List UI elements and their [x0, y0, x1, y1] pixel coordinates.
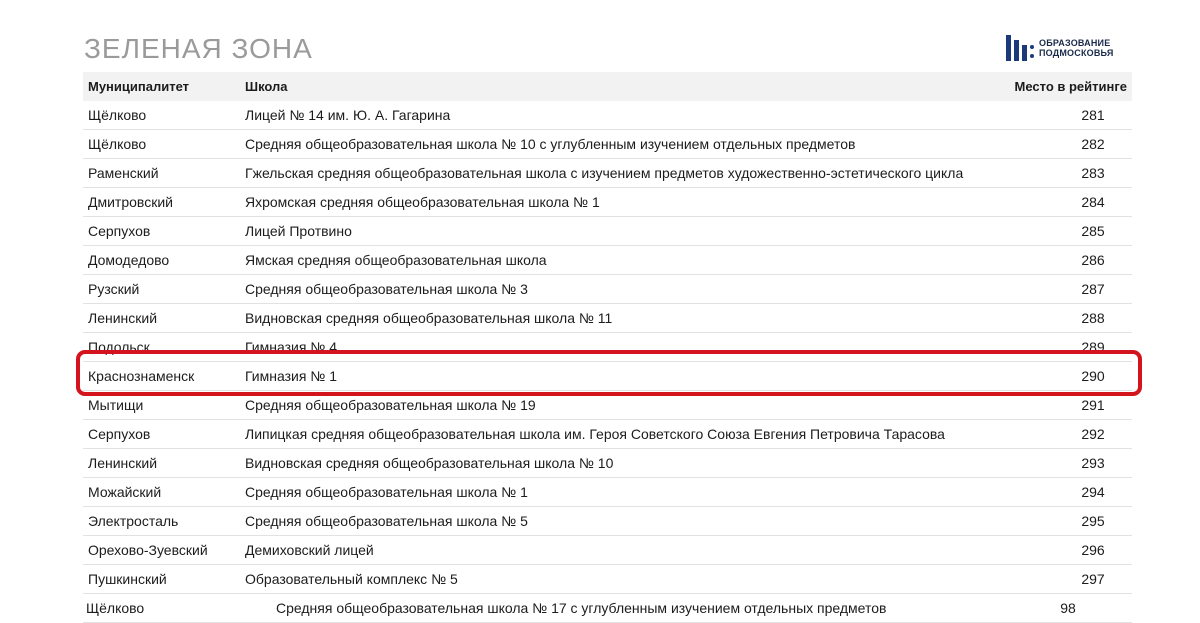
table-row — [83, 275, 1132, 304]
cell-school: Гимназия № 1 — [245, 368, 338, 384]
cell-school: Средняя общеобразовательная школа № 19 — [245, 397, 536, 413]
cell-school: Образовательный комплекс № 5 — [245, 571, 458, 587]
table-row — [83, 188, 1132, 217]
logo-text — [1039, 38, 1114, 58]
cell-municipality: Электросталь — [88, 513, 179, 529]
logo-line-1: ОБРАЗОВАНИЕ — [1039, 38, 1111, 48]
column-header-school: Школа — [245, 79, 288, 94]
cell-municipality: Подольск — [88, 339, 150, 355]
table-row — [83, 130, 1132, 159]
cell-rank: 289 — [1081, 339, 1105, 355]
cell-municipality: Орехово-Зуевский — [88, 542, 208, 558]
cell-rank: 291 — [1081, 397, 1105, 413]
cell-municipality: Серпухов — [88, 426, 151, 442]
cell-rank: 281 — [1081, 107, 1105, 123]
table-row — [83, 159, 1132, 188]
cell-school: Демиховский лицей — [245, 542, 374, 558]
logo-line-2: ПОДМОСКОВЬЯ — [1039, 48, 1114, 58]
cell-municipality: Серпухов — [88, 223, 151, 239]
cell-rank: 98 — [1060, 600, 1076, 616]
cell-rank: 293 — [1081, 455, 1105, 471]
cell-school: Средняя общеобразовательная школа № 1 — [245, 484, 528, 500]
table-row-highlighted — [83, 362, 1132, 391]
cell-rank: 282 — [1081, 136, 1105, 152]
cell-municipality: Можайский — [88, 484, 162, 500]
table-row — [83, 304, 1132, 333]
cell-rank: 295 — [1081, 513, 1105, 529]
table-row — [83, 333, 1132, 362]
cell-municipality: Рузский — [88, 281, 140, 297]
cell-rank: 296 — [1081, 542, 1105, 558]
cell-rank: 287 — [1081, 281, 1105, 297]
cell-school: Видновская средняя общеобразовательная школа № 11 — [245, 310, 613, 326]
cell-school: Гжельская средняя общеобразовательная школа с изучением предметов художественно-эстетического цикла — [245, 165, 964, 181]
page-title: ЗЕЛЕНАЯ ЗОНА — [84, 33, 313, 64]
cell-school: Лицей № 14 им. Ю. А. Гагарина — [245, 107, 451, 123]
table-row — [83, 217, 1132, 246]
table-row — [83, 565, 1132, 594]
cell-school: Гимназия № 4 — [245, 339, 338, 355]
table-header — [83, 72, 1132, 101]
table-row — [83, 246, 1132, 275]
cell-rank: 288 — [1081, 310, 1105, 326]
cell-rank: 292 — [1081, 426, 1105, 442]
cell-municipality: Раменский — [88, 165, 159, 181]
table-row — [83, 536, 1132, 565]
cell-municipality: Ленинский — [88, 455, 158, 471]
cell-municipality: Краснознаменск — [88, 368, 195, 384]
rating-table — [83, 72, 1132, 623]
logo-bars-icon — [1005, 34, 1035, 62]
cell-school: Средняя общеобразовательная школа № 17 с углубленным изучением отдельных предметов — [276, 600, 887, 616]
cell-municipality: Ленинский — [88, 310, 158, 326]
column-header-municipality: Муниципалитет — [88, 79, 190, 94]
cell-municipality: Щёлково — [88, 136, 147, 152]
cell-municipality: Дмитровский — [88, 194, 173, 210]
cell-school: Липицкая средняя общеобразовательная школа им. Героя Советского Союза Евгения Петровича Тарасова — [245, 426, 945, 442]
cell-municipality: Пушкинский — [88, 571, 167, 587]
cell-rank: 285 — [1081, 223, 1105, 239]
cell-school: Средняя общеобразовательная школа № 3 — [245, 281, 528, 297]
cell-school: Лицей Протвино — [245, 223, 352, 239]
cell-school: Видновская средняя общеобразовательная школа № 10 — [245, 455, 614, 471]
cell-municipality: Щёлково — [86, 600, 145, 616]
table-row — [83, 391, 1132, 420]
cell-school: Ямская средняя общеобразовательная школа — [245, 252, 547, 268]
table-row — [83, 101, 1132, 130]
cell-school: Яхромская средняя общеобразовательная школа № 1 — [245, 194, 600, 210]
cell-rank: 283 — [1081, 165, 1105, 181]
cell-rank: 286 — [1081, 252, 1105, 268]
cell-municipality: Домодедово — [88, 252, 170, 268]
cell-rank: 294 — [1081, 484, 1105, 500]
table-row — [83, 449, 1132, 478]
cell-municipality: Щёлково — [88, 107, 147, 123]
cell-school: Средняя общеобразовательная школа № 10 с углубленным изучением отдельных предметов — [245, 136, 856, 152]
table-row — [83, 420, 1132, 449]
cell-rank: 297 — [1081, 571, 1105, 587]
table-row — [83, 594, 1132, 623]
table-row — [83, 507, 1132, 536]
cell-rank: 290 — [1081, 368, 1105, 384]
table-row — [83, 478, 1132, 507]
logo — [1005, 34, 1114, 62]
cell-rank: 284 — [1081, 194, 1105, 210]
cell-municipality: Мытищи — [88, 397, 144, 413]
cell-school: Средняя общеобразовательная школа № 5 — [245, 513, 528, 529]
column-header-rank: Место в рейтинге — [1014, 79, 1127, 94]
